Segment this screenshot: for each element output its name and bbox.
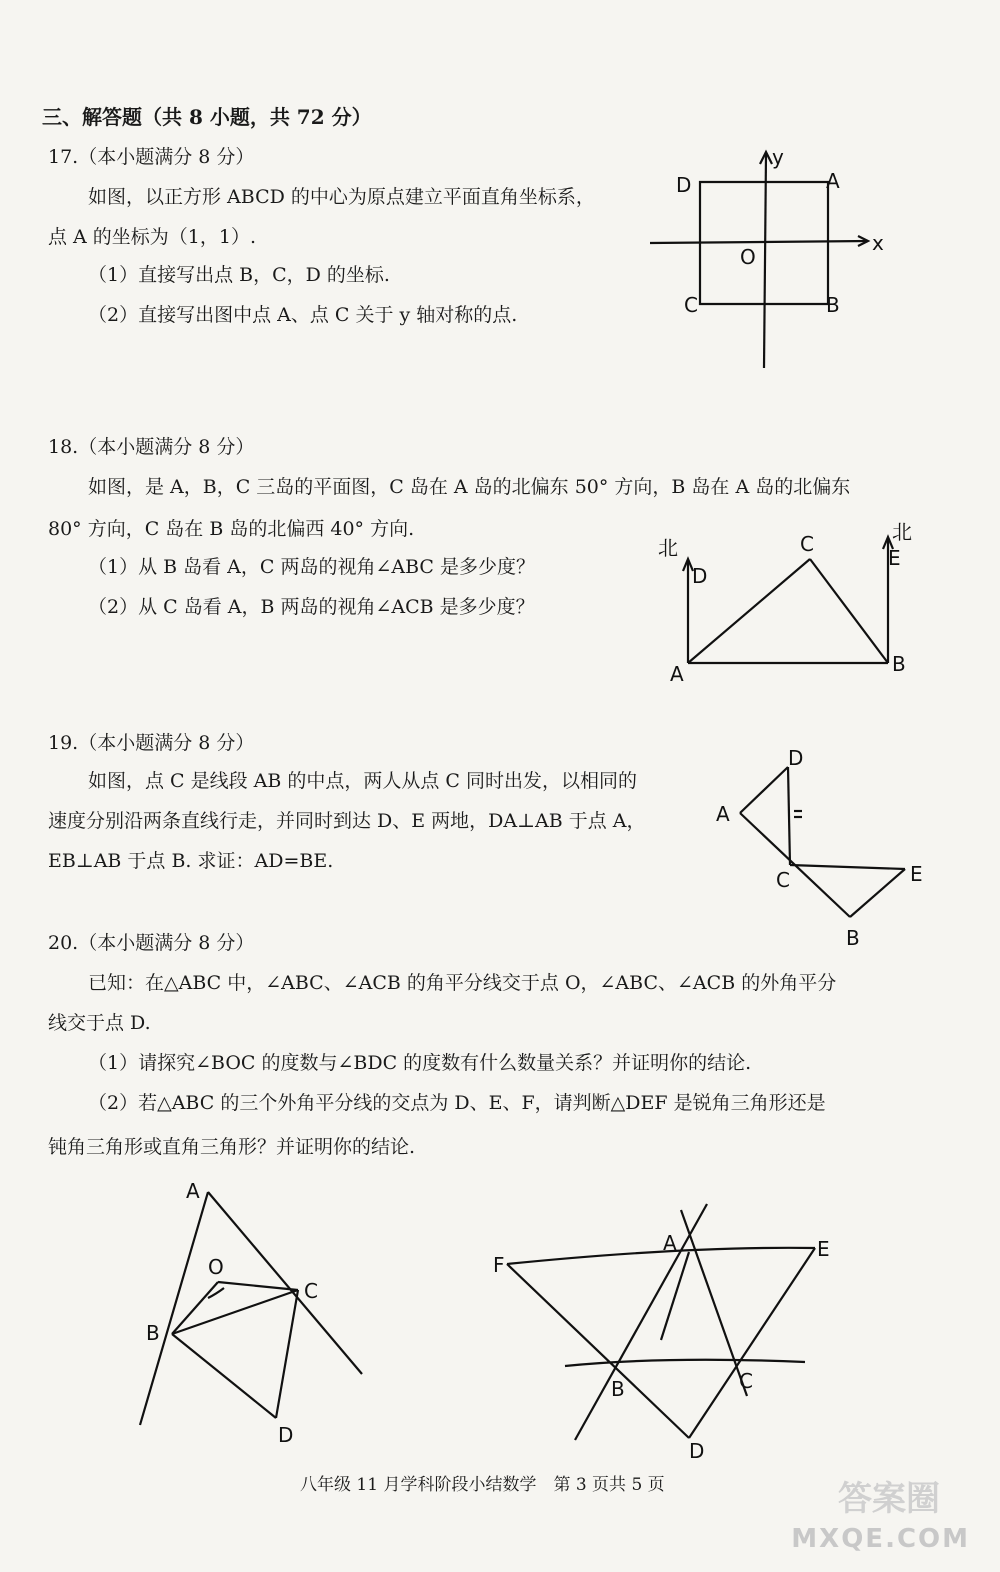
label-x: x [872, 231, 884, 255]
q19-text-1: 如图，点 C 是线段 AB 的中点，两人从点 C 同时出发，以相同的 [88, 770, 637, 792]
label-o: O [740, 245, 756, 269]
label-b: B [146, 1321, 160, 1345]
q18-header: 18.（本小题满分 8 分） [48, 436, 255, 458]
q20-figure-2 [485, 1190, 855, 1463]
label-a: A [663, 1231, 677, 1255]
label-y: y [772, 145, 784, 169]
label-d: D [692, 564, 708, 588]
q19-header: 19.（本小题满分 8 分） [48, 732, 255, 754]
label-c: C [800, 532, 814, 556]
q18-part-2: （2）从 C 岛看 A，B 两岛的视角∠ACB 是多少度？ [88, 596, 535, 618]
label-d: D [689, 1439, 705, 1463]
q19-text-2: 速度分别沿两条直线行走，并同时到达 D、E 两地，DA⊥AB 于点 A， [48, 810, 646, 832]
q18-figure [650, 515, 930, 690]
label-b: B [892, 652, 906, 676]
q18-part-1: （1）从 B 岛看 A，C 两岛的视角∠ABC 是多少度？ [88, 556, 536, 578]
label-c: C [304, 1279, 318, 1303]
label-o: O [208, 1255, 224, 1279]
segment-ad [740, 767, 788, 813]
line-ac-extended [681, 1210, 747, 1396]
label-d: D [278, 1423, 294, 1447]
line-ab-extended [575, 1204, 707, 1440]
label-a: A [186, 1179, 200, 1203]
segment-cb [810, 559, 888, 663]
label-a: A [826, 169, 840, 193]
line-bc-extended [565, 1360, 805, 1366]
q17-text-1: 如图，以正方形 ABCD 的中心为原点建立平面直角坐标系， [88, 186, 595, 208]
q20-text-1: 已知：在△ABC 中，∠ABC、∠ACB 的角平分线交于点 O，∠ABC、∠ACB 的外角平分 [88, 972, 837, 994]
bisector-a [661, 1252, 689, 1340]
ray-ab [140, 1192, 208, 1425]
segment-cd [276, 1290, 298, 1418]
q20-text-2: 线交于点 D. [48, 1012, 151, 1034]
q17-figure [640, 140, 900, 380]
segment-ce [790, 865, 905, 869]
segment-ed [689, 1248, 815, 1438]
label-b: B [826, 293, 840, 317]
label-c: C [684, 293, 698, 317]
x-axis [650, 241, 868, 243]
label-a: A [670, 662, 684, 686]
q17-part-1: （1）直接写出点 B，C，D 的坐标. [88, 264, 390, 286]
label-b: B [846, 926, 860, 950]
segment-fe [507, 1248, 815, 1264]
q19-figure [710, 745, 940, 950]
q20-part-2: （2）若△ABC 的三个外角平分线的交点为 D、E、F，请判断△DEF 是锐角三角形还是 [88, 1092, 826, 1114]
q17-header: 17.（本小题满分 8 分） [48, 146, 255, 168]
label-d: D [788, 746, 804, 770]
q20-part-2b: 钝角三角形或直角三角形？并证明你的结论. [48, 1136, 416, 1158]
label-f: F [493, 1253, 505, 1277]
q18-text-2: 80° 方向，C 岛在 B 岛的北偏西 40° 方向. [48, 518, 415, 540]
label-north-b: 北 [892, 520, 912, 544]
label-b: B [611, 1377, 625, 1401]
label-e: E [888, 546, 901, 570]
q20-part-1: （1）请探究∠BOC 的度数与∠BDC 的度数有什么数量关系？并证明你的结论. [88, 1052, 752, 1074]
watermark-logo-cn: 答案圈 [838, 1479, 940, 1519]
q18-text-1: 如图，是 A，B，C 三岛的平面图，C 岛在 A 岛的北偏东 50° 方向，B 岛在 A 岛的北偏东 [88, 476, 851, 498]
segment-eb [850, 869, 905, 917]
q17-text-2: 点 A 的坐标为（1，1）. [48, 226, 257, 248]
label-a: A [716, 802, 730, 826]
label-c: C [739, 1369, 753, 1393]
segment-fd [507, 1264, 689, 1438]
watermark-logo-en: MXQE.COM [791, 1524, 970, 1554]
section-title: 三、解答题（共 8 小题，共 72 分） [42, 105, 372, 129]
q19-text-3: EB⊥AB 于点 B. 求证：AD=BE. [48, 850, 334, 872]
y-axis [764, 154, 766, 368]
segment-bd [172, 1334, 276, 1418]
label-d: D [676, 173, 692, 197]
label-north-a: 北 [658, 536, 678, 560]
page-footer: 八年级 11 月学科阶段小结数学 第 3 页共 5 页 [300, 1475, 665, 1495]
q20-header: 20.（本小题满分 8 分） [48, 932, 255, 954]
label-e: E [817, 1237, 830, 1261]
label-c: C [776, 868, 790, 892]
q17-part-2: （2）直接写出图中点 A、点 C 关于 y 轴对称的点. [88, 304, 518, 326]
segment-dc [788, 767, 790, 865]
q20-figure-1 [130, 1170, 410, 1460]
label-e: E [910, 862, 923, 886]
